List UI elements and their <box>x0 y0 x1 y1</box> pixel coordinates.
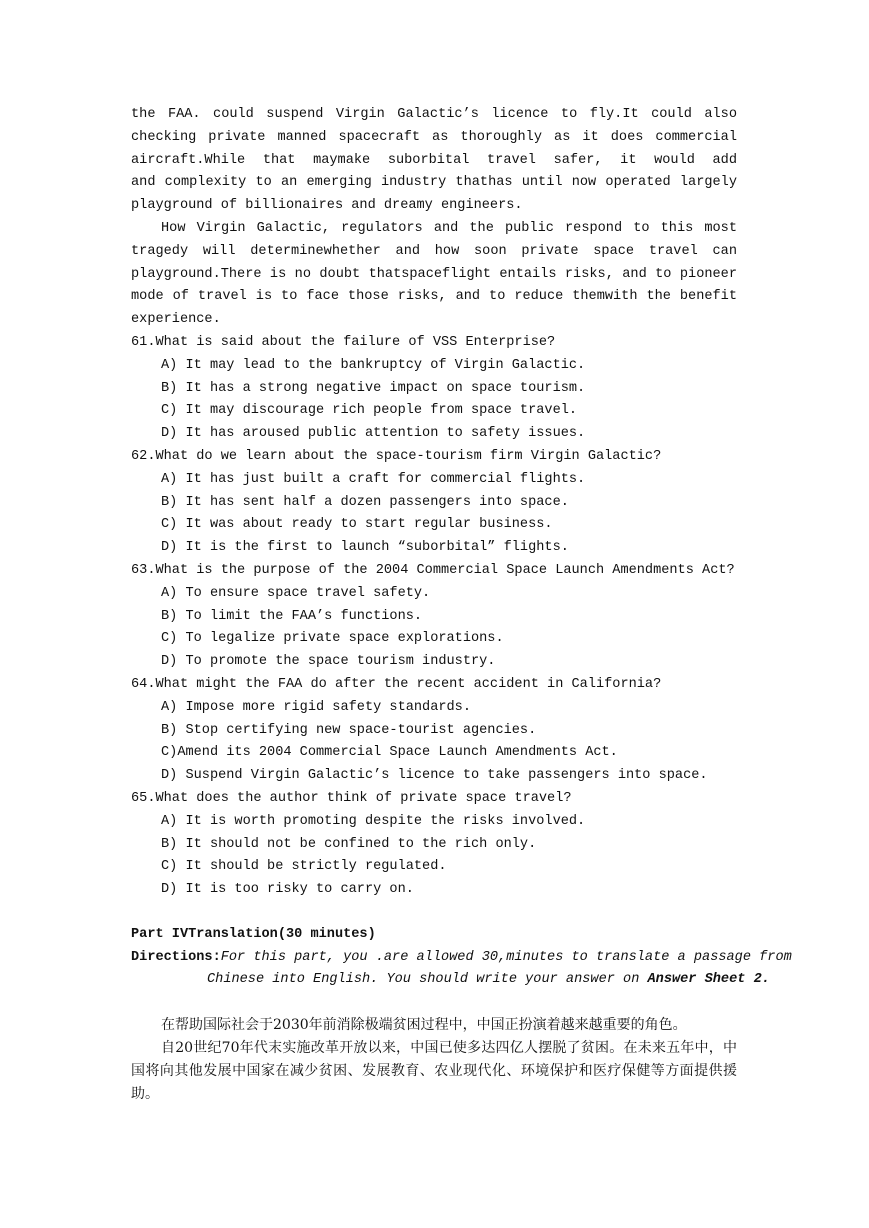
answer-option-d: D) It is too risky to carry on. <box>161 882 414 898</box>
chinese-paragraph-1: 在帮助国际社会于2030年前消除极端贫困过程中，中国正扮演着越来越重要的角色。 <box>161 1017 687 1034</box>
section-gap <box>131 992 737 1014</box>
answer-option-a: A) It is worth promoting despite the risks involved. <box>161 813 586 829</box>
directions-label: Directions: <box>131 949 221 965</box>
answer-option-b: B) Stop certifying new space-tourist agencies. <box>161 722 537 738</box>
answer-option-d: D) Suspend Virgin Galactic’s licence to take passengers into space. <box>161 768 708 784</box>
answer-option-a: A) Impose more rigid safety standards. <box>161 699 471 715</box>
question-stem: 61.What is said about the failure of VSS Enterprise? <box>131 334 556 350</box>
answer-sheet-reference: Answer Sheet 2. <box>647 972 770 988</box>
passage-line: playground.There is no doubt thatspaceflight entails risks, and to pioneer <box>131 266 737 282</box>
chinese-paragraph-2: 自20世纪70年代末实施改革开放以来，中国已使多达四亿人摆脱了贫困。在未来五年中，中国将向其他发展中国家在减少贫困、发展教育、农业现代化、环境保护和医疗保健等方面提供援助。 <box>131 1040 737 1102</box>
question-stem: 63.What is the purpose of the 2004 Commercial Space Launch Amendments Act? <box>131 562 735 578</box>
question-stem: 65.What does the author think of private space travel? <box>131 790 572 806</box>
answer-option-c: C) It was about ready to start regular business. <box>161 517 553 533</box>
section-gap <box>131 902 737 924</box>
question-64 <box>131 674 737 788</box>
answer-option-c: C) It may discourage rich people from space travel. <box>161 403 578 419</box>
answer-option-b: B) To limit the FAA’s functions. <box>161 608 423 624</box>
answer-option-c: C)Amend its 2004 Commercial Space Launch Amendments Act. <box>161 745 618 761</box>
question-65 <box>131 788 737 902</box>
directions-text: For this part, you .are allowed 30,minutes to translate a passage from <box>220 949 792 965</box>
question-61 <box>131 332 737 446</box>
question-stem: 64.What might the FAA do after the recent accident in California? <box>131 676 662 692</box>
chinese-passage <box>131 1014 737 1105</box>
section-heading: Part IVTranslation(30 minutes) <box>131 926 376 942</box>
answer-option-a: A) It may lead to the bankruptcy of Virgin Galactic. <box>161 357 586 373</box>
directions-text: Chinese into English. You should write your answer on <box>207 972 648 988</box>
passage-paragraph-1 <box>131 104 737 218</box>
question-stem: 62.What do we learn about the space-tourism firm Virgin Galactic? <box>131 448 662 464</box>
answer-option-d: D) It has aroused public attention to safety issues. <box>161 426 586 442</box>
part-iv-section <box>131 924 792 992</box>
passage-line: the FAA. could suspend Virgin Galactic’s licence to fly.It could also <box>131 107 737 122</box>
answer-option-c: C) To legalize private space explorations. <box>161 631 504 647</box>
answer-option-c: C) It should be strictly regulated. <box>161 859 447 875</box>
passage-line: experience. <box>131 312 221 328</box>
answer-option-b: B) It should not be confined to the rich only. <box>161 836 537 852</box>
question-63 <box>131 560 737 674</box>
passage-line: and complexity to an emerging industry thathas until now operated largely <box>131 175 737 191</box>
answer-option-d: D) To promote the space tourism industry. <box>161 654 496 670</box>
passage-line: How Virgin Galactic, regulators and the public respond to this most <box>161 220 737 236</box>
answer-option-a: A) To ensure space travel safety. <box>161 585 431 601</box>
passage-line: checking private manned spacecraft as thoroughly as it does commercial <box>131 129 737 145</box>
directions-line-2 <box>131 969 770 992</box>
passage-line: tragedy will determinewhether and how soon private space travel can <box>131 243 737 259</box>
document-page <box>131 104 792 1105</box>
passage-line: mode of travel is to face those risks, and to reduce themwith the benefit <box>131 289 737 305</box>
answer-option-b: B) It has a strong negative impact on space tourism. <box>161 380 586 396</box>
passage-paragraph-2 <box>131 218 737 332</box>
passage-line: aircraft.While that maymake suborbital travel safer, it would add <box>131 152 737 168</box>
answer-option-b: B) It has sent half a dozen passengers into space. <box>161 494 569 510</box>
directions-line-1 <box>131 947 792 970</box>
answer-option-a: A) It has just built a craft for commercial flights. <box>161 471 586 487</box>
passage-line: playground of billionaires and dreamy engineers. <box>131 198 523 214</box>
answer-option-d: D) It is the first to launch “suborbital” flights. <box>161 540 569 556</box>
question-62 <box>131 446 737 560</box>
